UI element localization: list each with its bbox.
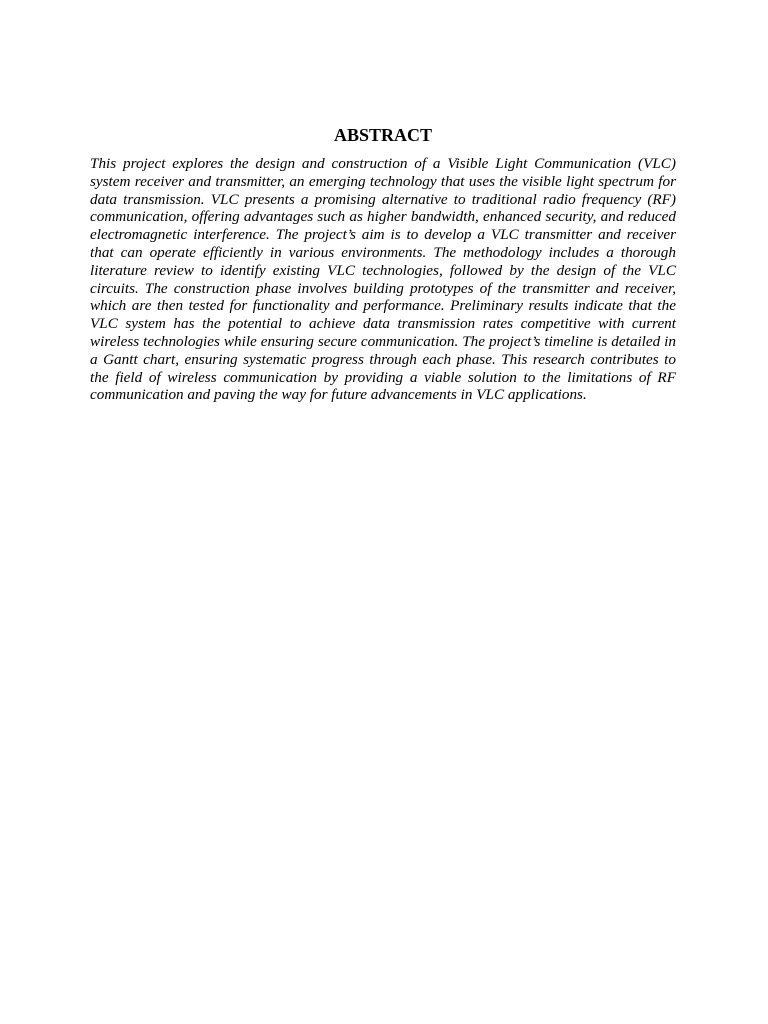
abstract-heading: ABSTRACT — [333, 125, 433, 145]
abstract-paragraph: This project explores the design and construction of a Visible Light Communication (VLC) system receiver and transmitter, an emerging technology that uses the visible light spectrum for data transmission. VLC presents a promising alternative to traditional radio frequency (RF) communication, offering advantages such as higher bandwidth, enhanced security, and reduced electromagnetic interference. The project’s aim is to develop a VLC transmitter and receiver that can operate efficiently in various environments. The methodology includes a thorough literature review to identify existing VLC technologies, followed by the design of the VLC circuits. The construction phase involves building prototypes of the transmitter and receiver, which are then tested for functionality and performance. Preliminary results indicate that the VLC system has the potential to achieve data transmission rates competitive with current wireless technologies while ensuring secure communication. The project’s timeline is detailed in a Gantt chart, ensuring systematic progress through each phase. This research contributes to the field of wireless communication by providing a viable solution to the limitations of RF communication and paving the way for future advancements in VLC applications. — [90, 155, 676, 404]
